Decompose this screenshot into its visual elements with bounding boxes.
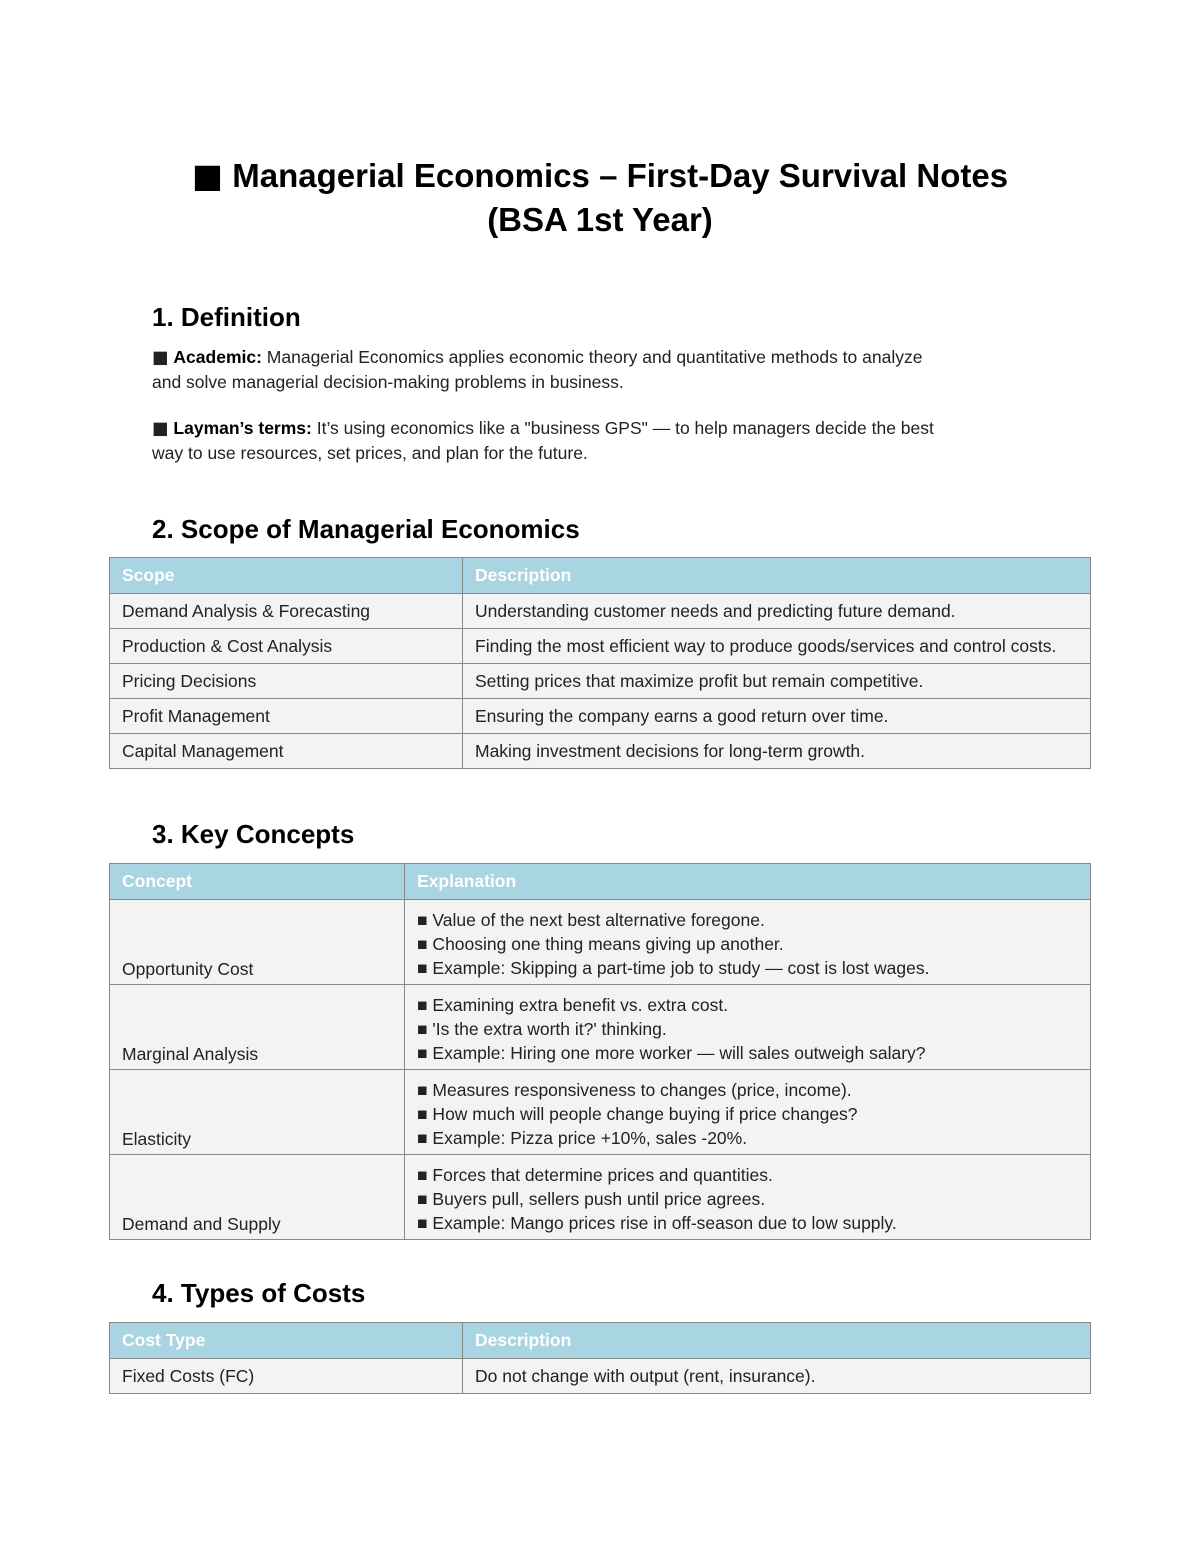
table-cell: Pricing Decisions <box>110 664 463 699</box>
concepts-table <box>109 863 1091 1240</box>
table-cell <box>405 1155 1091 1240</box>
table-row <box>110 734 1091 769</box>
list-item: ■ Forces that determine prices and quantities. <box>417 1165 773 1185</box>
table-row <box>110 1155 1091 1240</box>
column-header: Cost Type <box>110 1323 463 1359</box>
table-row <box>110 594 1091 629</box>
table-row <box>110 900 1091 985</box>
definition-heading: 1. Definition <box>152 302 301 332</box>
list-item: ■ Value of the next best alternative foregone. <box>417 910 765 930</box>
table-row <box>110 629 1091 664</box>
table-cell: Understanding customer needs and predicting future demand. <box>463 594 1091 629</box>
list-item: ■ Example: Mango prices rise in off-season due to low supply. <box>417 1213 897 1233</box>
column-header: Explanation <box>405 864 1091 900</box>
list-item: ■ Buyers pull, sellers push until price agrees. <box>417 1189 766 1209</box>
list-item: ■ 'Is the extra worth it?' thinking. <box>417 1019 667 1039</box>
table-cell <box>405 1070 1091 1155</box>
costs-table <box>109 1322 1091 1394</box>
table-row <box>110 699 1091 734</box>
table-cell: Setting prices that maximize profit but remain competitive. <box>463 664 1091 699</box>
concepts-heading: 3. Key Concepts <box>152 819 355 849</box>
list-item: ■ How much will people change buying if price changes? <box>417 1104 858 1124</box>
list-item: ■ Example: Pizza price +10%, sales -20%. <box>417 1128 748 1148</box>
academic-definition <box>152 345 1052 394</box>
costs-heading: 4. Types of Costs <box>152 1278 366 1308</box>
title-line-2: (BSA 1st Year) <box>487 201 713 238</box>
layman-label: Layman’s terms: <box>173 418 312 438</box>
table-row <box>110 664 1091 699</box>
table-row <box>110 985 1091 1070</box>
list-item: ■ Examining extra benefit vs. extra cost. <box>417 995 729 1015</box>
column-header: Scope <box>110 558 463 594</box>
table-header-row <box>110 864 1091 900</box>
table-cell: Do not change with output (rent, insurance). <box>463 1359 1091 1394</box>
table-cell: Demand Analysis & Forecasting <box>110 594 463 629</box>
table-row <box>110 1359 1091 1394</box>
table-cell: Marginal Analysis <box>110 985 405 1070</box>
page-title <box>100 154 1100 242</box>
table-cell: Profit Management <box>110 699 463 734</box>
column-header: Description <box>463 1323 1091 1359</box>
list-item: ■ Example: Skipping a part-time job to study — cost is lost wages. <box>417 958 930 978</box>
table-cell: Capital Management <box>110 734 463 769</box>
scope-heading: 2. Scope of Managerial Economics <box>152 514 580 544</box>
table-cell: Production & Cost Analysis <box>110 629 463 664</box>
square-bullet-icon: ■ <box>191 156 224 195</box>
table-cell: Elasticity <box>110 1070 405 1155</box>
layman-text-line-1: It’s using economics like a "business GPS" — to help managers decide the best <box>311 418 934 438</box>
list-item: ■ Measures responsiveness to changes (price, income). <box>417 1080 852 1100</box>
layman-definition <box>152 416 1052 465</box>
table-cell: Opportunity Cost <box>110 900 405 985</box>
list-item: ■ Choosing one thing means giving up another. <box>417 934 784 954</box>
academic-text-line-2: and solve managerial decision-making problems in business. <box>152 372 624 392</box>
table-cell <box>405 985 1091 1070</box>
list-item: ■ Example: Hiring one more worker — will sales outweigh salary? <box>417 1043 926 1063</box>
table-header-row <box>110 1323 1091 1359</box>
column-header: Description <box>463 558 1091 594</box>
table-header-row <box>110 558 1091 594</box>
table-cell <box>405 900 1091 985</box>
table-cell: Finding the most efficient way to produce goods/services and control costs. <box>463 629 1091 664</box>
scope-table <box>109 557 1091 769</box>
table-row <box>110 1070 1091 1155</box>
academic-text-line-1: Managerial Economics applies economic theory and quantitative methods to analyze <box>261 347 923 367</box>
table-cell: Ensuring the company earns a good return over time. <box>463 699 1091 734</box>
square-bullet-icon: ■ <box>152 419 169 439</box>
square-bullet-icon: ■ <box>152 348 169 368</box>
table-cell: Making investment decisions for long-term growth. <box>463 734 1091 769</box>
academic-label: Academic: <box>173 347 262 367</box>
table-cell: Fixed Costs (FC) <box>110 1359 463 1394</box>
title-line-1: Managerial Economics – First-Day Survival Notes <box>232 157 1009 194</box>
column-header: Concept <box>110 864 405 900</box>
layman-text-line-2: way to use resources, set prices, and plan for the future. <box>152 443 588 463</box>
table-cell: Demand and Supply <box>110 1155 405 1240</box>
